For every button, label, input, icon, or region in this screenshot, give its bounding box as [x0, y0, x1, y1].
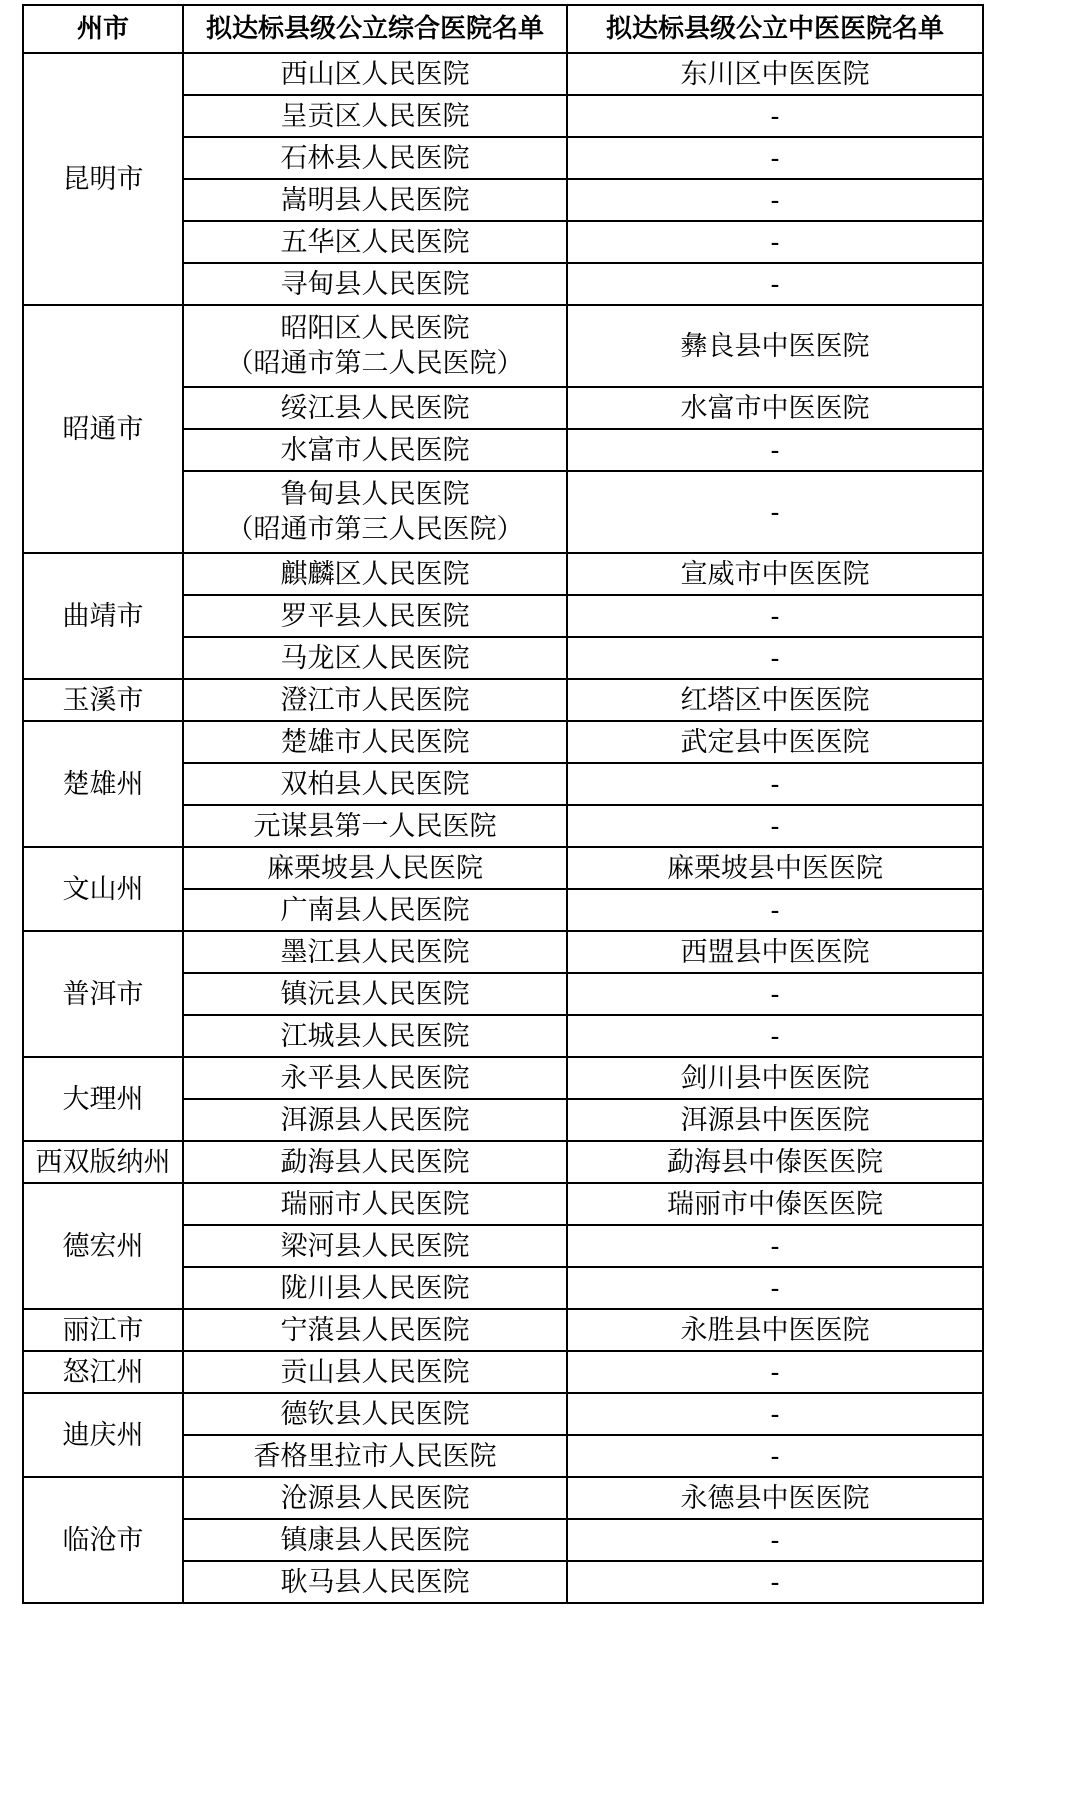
tcm-hospital-cell: -	[567, 1435, 983, 1477]
general-hospital-cell	[183, 1183, 567, 1225]
city-cell: 丽江市	[23, 1309, 183, 1351]
tcm-hospital-cell: 红塔区中医医院	[567, 679, 983, 721]
city-cell: 临沧市	[23, 1477, 183, 1603]
general-hospital-name: 五华区人民医院	[280, 226, 470, 257]
tcm-hospital-cell: -	[567, 1393, 983, 1435]
tcm-hospital-cell: -	[567, 263, 983, 305]
general-hospital-name: 广南县人民医院	[280, 894, 470, 925]
general-hospital-name: 梁河县人民医院	[280, 1230, 470, 1261]
general-hospital-cell	[183, 1057, 567, 1099]
column-header-tcm-hospitals: 拟达标县级公立中医医院名单	[567, 5, 983, 53]
general-hospital-cell	[183, 847, 567, 889]
general-hospital-name: 德钦县人民医院	[280, 1398, 470, 1429]
city-cell: 文山州	[23, 847, 183, 931]
general-hospital-cell	[183, 137, 567, 179]
tcm-hospital-cell: 东川区中医医院	[567, 53, 983, 95]
general-hospital-name: 陇川县人民医院	[280, 1272, 470, 1303]
city-cell: 迪庆州	[23, 1393, 183, 1477]
general-hospital-cell	[183, 763, 567, 805]
general-hospital-name: 双柏县人民医院	[280, 768, 470, 799]
general-hospital-cell	[183, 1309, 567, 1351]
tcm-hospital-cell: 洱源县中医医院	[567, 1099, 983, 1141]
hospital-standards-table	[22, 4, 984, 1604]
tcm-hospital-cell: -	[567, 889, 983, 931]
general-hospital-name: 江城县人民医院	[280, 1020, 470, 1051]
table-row	[23, 1477, 983, 1519]
general-hospital-name: 嵩明县人民医院	[280, 184, 470, 215]
general-hospital-name: 呈贡区人民医院	[280, 100, 470, 131]
tcm-hospital-cell: 永胜县中医医院	[567, 1309, 983, 1351]
city-cell: 西双版纳州	[23, 1141, 183, 1183]
city-cell: 大理州	[23, 1057, 183, 1141]
tcm-hospital-cell: -	[567, 1351, 983, 1393]
general-hospital-cell	[183, 1267, 567, 1309]
general-hospital-name: 勐海县人民医院	[280, 1146, 470, 1177]
general-hospital-name: 宁蒗县人民医院	[280, 1314, 470, 1345]
tcm-hospital-cell: 麻栗坡县中医医院	[567, 847, 983, 889]
table-row	[23, 1141, 983, 1183]
general-hospital-cell	[183, 595, 567, 637]
general-hospital-cell	[183, 387, 567, 429]
city-cell: 玉溪市	[23, 679, 183, 721]
tcm-hospital-cell: 武定县中医医院	[567, 721, 983, 763]
general-hospital-alias: （昭通市第二人民医院）	[226, 348, 524, 378]
general-hospital-name: 贡山县人民医院	[280, 1356, 470, 1387]
tcm-hospital-cell: -	[567, 973, 983, 1015]
general-hospital-cell	[183, 305, 567, 387]
general-hospital-cell	[183, 679, 567, 721]
general-hospital-cell	[183, 221, 567, 263]
table-row	[23, 1393, 983, 1435]
general-hospital-cell	[183, 637, 567, 679]
tcm-hospital-cell: -	[567, 1225, 983, 1267]
tcm-hospital-cell: 西盟县中医医院	[567, 931, 983, 973]
table-header-row	[23, 5, 983, 53]
tcm-hospital-cell: -	[567, 221, 983, 263]
table-row	[23, 1183, 983, 1225]
tcm-hospital-cell: -	[567, 637, 983, 679]
general-hospital-cell	[183, 471, 567, 553]
tcm-hospital-cell: 勐海县中傣医医院	[567, 1141, 983, 1183]
table-body	[23, 53, 983, 1603]
general-hospital-name: 耿马县人民医院	[280, 1566, 470, 1597]
tcm-hospital-cell: 永德县中医医院	[567, 1477, 983, 1519]
tcm-hospital-cell: -	[567, 763, 983, 805]
tcm-hospital-cell: 宣威市中医医院	[567, 553, 983, 595]
general-hospital-name: 沧源县人民医院	[280, 1482, 470, 1513]
general-hospital-name: 洱源县人民医院	[280, 1104, 470, 1135]
table-row	[23, 931, 983, 973]
general-hospital-cell	[183, 553, 567, 595]
table-header	[23, 5, 983, 53]
table-row	[23, 553, 983, 595]
general-hospital-cell	[183, 1141, 567, 1183]
general-hospital-name: 镇沅县人民医院	[280, 978, 470, 1009]
city-cell: 怒江州	[23, 1351, 183, 1393]
tcm-hospital-cell: -	[567, 595, 983, 637]
general-hospital-cell	[183, 1351, 567, 1393]
table-row	[23, 721, 983, 763]
tcm-hospital-cell: -	[567, 179, 983, 221]
general-hospital-cell	[183, 721, 567, 763]
tcm-hospital-cell: 彝良县中医医院	[567, 305, 983, 387]
tcm-hospital-cell: -	[567, 805, 983, 847]
table-row	[23, 1351, 983, 1393]
general-hospital-cell	[183, 973, 567, 1015]
general-hospital-name: 镇康县人民医院	[280, 1524, 470, 1555]
tcm-hospital-cell: -	[567, 137, 983, 179]
city-cell: 昆明市	[23, 53, 183, 305]
table-row	[23, 679, 983, 721]
general-hospital-cell	[183, 1519, 567, 1561]
general-hospital-name: 香格里拉市人民医院	[253, 1440, 497, 1471]
general-hospital-cell	[183, 1225, 567, 1267]
column-header-city: 州市	[23, 5, 183, 53]
tcm-hospital-cell: -	[567, 1519, 983, 1561]
table-row	[23, 1309, 983, 1351]
table-row	[23, 847, 983, 889]
general-hospital-cell	[183, 1015, 567, 1057]
general-hospital-name: 水富市人民医院	[280, 434, 470, 465]
tcm-hospital-cell: 水富市中医医院	[567, 387, 983, 429]
general-hospital-cell	[183, 1561, 567, 1603]
general-hospital-cell	[183, 1477, 567, 1519]
tcm-hospital-cell: 瑞丽市中傣医医院	[567, 1183, 983, 1225]
general-hospital-name: 绥江县人民医院	[280, 392, 470, 423]
column-header-general-hospitals: 拟达标县级公立综合医院名单	[183, 5, 567, 53]
tcm-hospital-cell: -	[567, 1267, 983, 1309]
city-cell: 楚雄州	[23, 721, 183, 847]
tcm-hospital-cell: -	[567, 471, 983, 553]
table-row	[23, 53, 983, 95]
general-hospital-cell	[183, 95, 567, 137]
general-hospital-name: 昭阳区人民医院	[280, 313, 470, 344]
general-hospital-name: 鲁甸县人民医院	[280, 479, 470, 510]
general-hospital-name: 元谋县第一人民医院	[253, 810, 497, 841]
general-hospital-name: 马龙区人民医院	[280, 642, 470, 673]
general-hospital-name: 澄江市人民医院	[280, 684, 470, 715]
general-hospital-cell	[183, 53, 567, 95]
general-hospital-name: 罗平县人民医院	[280, 600, 470, 631]
general-hospital-name: 西山区人民医院	[280, 58, 470, 89]
general-hospital-cell	[183, 1393, 567, 1435]
general-hospital-name: 石林县人民医院	[280, 142, 470, 173]
general-hospital-cell	[183, 429, 567, 471]
city-cell: 德宏州	[23, 1183, 183, 1309]
table-row	[23, 1057, 983, 1099]
general-hospital-cell	[183, 1435, 567, 1477]
city-cell: 昭通市	[23, 305, 183, 553]
general-hospital-name: 墨江县人民医院	[280, 936, 470, 967]
tcm-hospital-cell: -	[567, 95, 983, 137]
tcm-hospital-cell: -	[567, 429, 983, 471]
general-hospital-cell	[183, 805, 567, 847]
tcm-hospital-cell: -	[567, 1561, 983, 1603]
general-hospital-name: 楚雄市人民医院	[280, 726, 470, 757]
table-row	[23, 305, 983, 387]
general-hospital-cell	[183, 889, 567, 931]
tcm-hospital-cell: -	[567, 1015, 983, 1057]
general-hospital-cell	[183, 263, 567, 305]
city-cell: 普洱市	[23, 931, 183, 1057]
tcm-hospital-cell: 剑川县中医医院	[567, 1057, 983, 1099]
general-hospital-name: 麻栗坡县人民医院	[267, 852, 483, 883]
city-cell: 曲靖市	[23, 553, 183, 679]
general-hospital-cell	[183, 931, 567, 973]
general-hospital-alias: （昭通市第三人民医院）	[226, 514, 524, 544]
general-hospital-name: 麒麟区人民医院	[280, 558, 470, 589]
general-hospital-name: 寻甸县人民医院	[280, 268, 470, 299]
general-hospital-cell	[183, 179, 567, 221]
general-hospital-name: 永平县人民医院	[280, 1062, 470, 1093]
general-hospital-name: 瑞丽市人民医院	[280, 1188, 470, 1219]
general-hospital-cell	[183, 1099, 567, 1141]
